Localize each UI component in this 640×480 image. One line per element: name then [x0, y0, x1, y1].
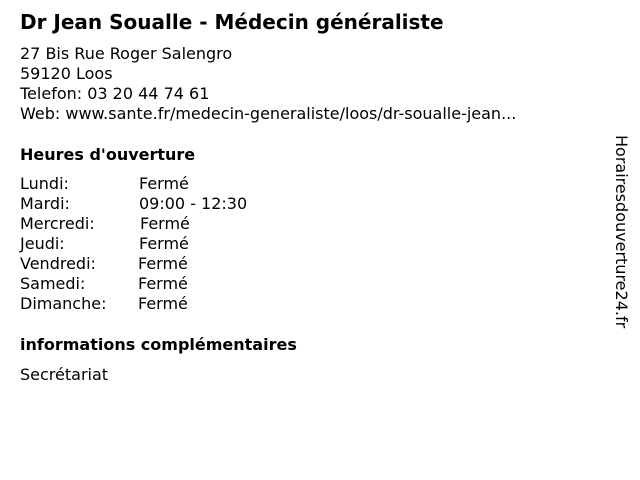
hours-time: Fermé: [140, 214, 190, 233]
hours-heading: Heures d'ouverture: [20, 145, 196, 164]
hours-row-wednesday: [20, 214, 280, 234]
hours-row-thursday: [20, 234, 280, 254]
hours-day: Vendredi:: [20, 254, 96, 273]
hours-day: Mercredi:: [20, 214, 95, 233]
hours-time: Fermé: [138, 274, 188, 293]
web-line: [20, 104, 516, 123]
hours-row-tuesday: [20, 194, 280, 214]
page-title: Dr Jean Soualle - Médecin généraliste: [20, 10, 444, 34]
extra-info-heading: informations complémentaires: [20, 335, 297, 354]
hours-time: Fermé: [139, 174, 189, 193]
address-street: 27 Bis Rue Roger Salengro: [20, 44, 233, 63]
hours-time: Fermé: [139, 234, 189, 253]
hours-day: Dimanche:: [20, 294, 107, 313]
web-link[interactable]: www.sante.fr/medecin-generaliste/loos/dr-soualle-jean...: [65, 104, 517, 123]
hours-row-saturday: [20, 274, 280, 294]
hours-day: Jeudi:: [20, 234, 65, 253]
extra-info-text: Secrétariat: [20, 365, 109, 384]
hours-time: Fermé: [138, 254, 188, 273]
hours-time: Fermé: [138, 294, 188, 313]
hours-row-sunday: [20, 294, 280, 314]
hours-day: Lundi:: [20, 174, 69, 193]
hours-day: Mardi:: [20, 194, 70, 213]
phone-line: [20, 84, 209, 103]
address-city: 59120 Loos: [20, 64, 113, 83]
phone-label: Telefon:: [20, 84, 83, 103]
brand-watermark: Horairesdouverture24.fr: [612, 135, 631, 329]
hours-time: 09:00 - 12:30: [139, 194, 248, 213]
web-label: Web:: [20, 104, 61, 123]
hours-row-monday: [20, 174, 280, 194]
hours-day: Samedi:: [20, 274, 86, 293]
hours-row-friday: [20, 254, 280, 274]
phone-number[interactable]: 03 20 44 74 61: [87, 84, 210, 103]
